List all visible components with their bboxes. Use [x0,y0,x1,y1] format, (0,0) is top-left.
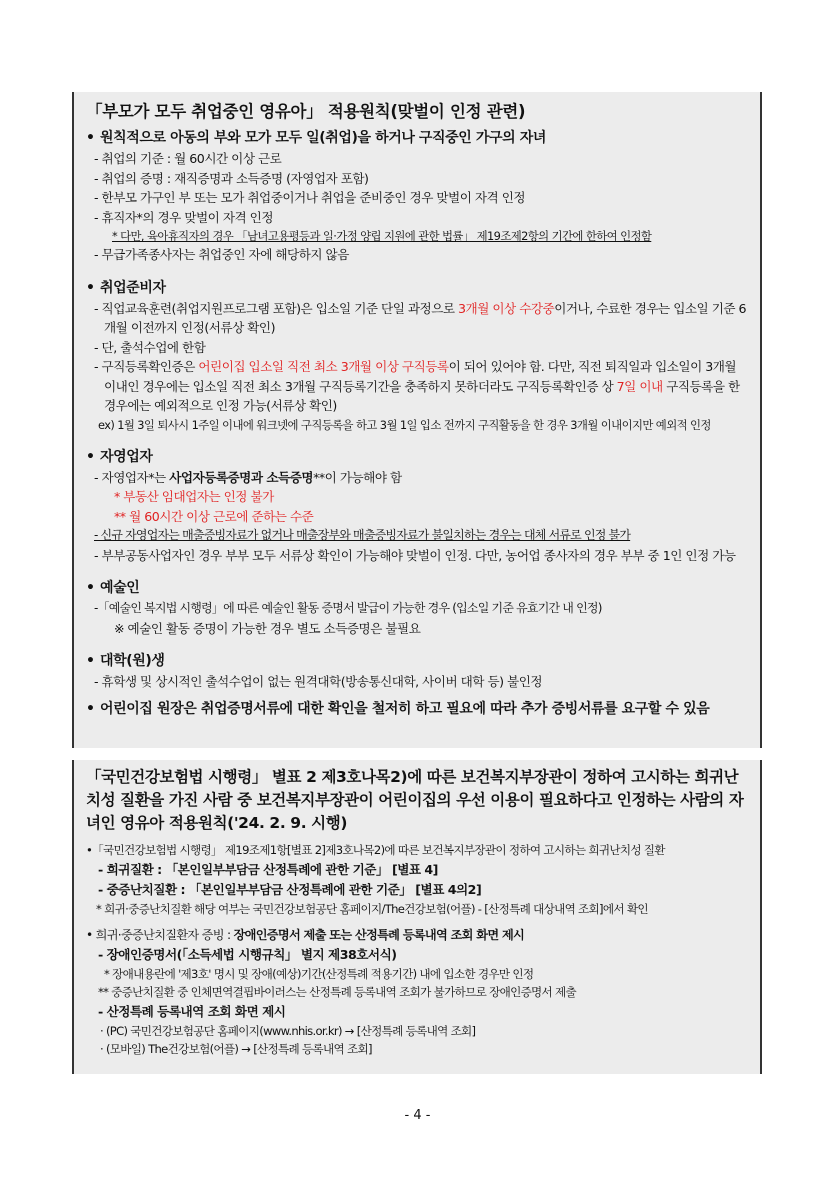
list-item: - 자영업자*는 사업자등록증명과 소득증명**이 가능해야 함 [94,469,402,485]
bullet-heading-artist: • 예술인 [86,580,140,596]
application-principles-box [72,92,762,748]
list-item: - 휴직자*의 경우 맞벌이 자격 인정 [94,209,274,225]
list-item: •「국민건강보험법 시행령」 제19조제1항[별표 2]제3호나목2)에 따른 보건복지부장관이 정하여 고시하는 희귀난치성 질환 [86,843,665,857]
list-item: - 신규 자영업자는 매출증빙자료가 없거나 매출장부와 매출증빙자료가 불일치하는 경우는 대체 서류로 인정 불가 [94,528,631,542]
highlight-text: 7일 이내 [616,378,663,394]
bullet-heading-principle: • 원칙적으로 아동의 부와 모가 모두 일(취업)을 하거나 구직중인 가구의 자녀 [86,130,546,146]
emphasis-text: 사업자등록증명과 소득증명 [169,469,314,485]
list-item: - 휴학생 및 상시적인 출석수업이 없는 원격대학(방송통신대학, 사이버 대학 등) 불인정 [94,674,543,689]
bullet-heading-job-prep: • 취업준비자 [86,279,166,296]
section-title: 「부모가 모두 취업중인 영유아」 적용원칙(맞벌이 인정 관련) [86,102,526,121]
list-item: - 한부모 가구인 부 또는 모가 취업중이거나 취업을 준비중인 경우 맞벌이 자격 인정 [94,190,526,205]
page-number: - 4 - [404,1108,431,1123]
footnote: * 다만, 육아휴직자의 경우 「남녀고용평등과 일·가정 양립 지원에 관한 법률」 제19조제2항의 기간에 한하여 인정함 [112,229,652,243]
list-item: - 중증난치질환 : 「본인일부부담금 산정특례에 관한 기준」 [별표 4의2] [98,881,482,897]
list-item: - 희귀질환 : 「본인일부부담금 산정특례에 관한 기준」 [별표 4] [98,861,438,877]
bullet-heading-self-employed: • 자영업자 [86,448,153,465]
list-item: - 직업교육훈련(취업지원프로그램 포함)은 입소일 기준 단일 과정으로 3개월 이상 수강중이거나, 수료한 경우는 입소일 기준 6개월 이전까지 인정(서류상 확인) [94,300,747,335]
footnote: * 장애내용란에 '제3호' 명시 및 장애(예상)기간(산정특례 적용기간) 내에 입소한 경우만 인정 [104,966,534,981]
footnote-red: * 부동산 임대업자는 인정 불가 [114,489,274,504]
list-item: - 산정특례 등록내역 조회 화면 제시 [98,1003,286,1019]
footnote: ** 중증난치질환 중 인체면역결핍바이러스는 산정특례 등록내역 조회가 불가하므로 장애인증명서 제출 [98,985,577,999]
list-item: - 단, 출석수업에 한함 [94,339,206,355]
emphasis-text: 장애인증명서 제출 또는 산정특례 등록내역 조회 화면 제시 [233,928,525,942]
bullet-heading-director: • 어린이집 원장은 취업증명서류에 대한 확인을 철저히 하고 필요에 따라 추가 증빙서류를 요구할 수 있음 [86,700,710,717]
list-item: · (PC) 국민건강보험공단 홈페이지(www.nhis.or.kr) → [산정특례 등록내역 조회] [100,1023,476,1038]
footnote: * 희귀·중증난치질환 해당 여부는 국민건강보험공단 홈페이지/The건강보험(어플) - [산정특례 대상내역 조회]에서 확인 [96,901,648,916]
section-title: 「국민건강보험법 시행령」 별표 2 제3호나목2)에 따른 보건복지부장관이 정하여 고시하는 희귀난치성 질환을 가진 사람 중 보건복지부장관이 어린이집의 우선 이용이 필요하다고 인정하는 사람의 자녀인 영유아 적용원칙('24. 2. 9. 시행) [86,768,744,832]
list-item: - 구직등록확인증은 어린이집 입소일 직전 최소 3개월 이상 구직등록이 되어 있어야 함. 다만, 직전 퇴직일과 입소일이 3개월 이내인 경우에는 입소일 직전 최소 3개월 구직등록기간을 충족하지 못하더라도 구직등록확인증 상 7일 이내 구직등록을 한 경우에는 예외적으로 인정 가능(서류상 확인) [94,359,740,413]
list-item: - 무급가족종사자는 취업중인 자에 해당하지 않음 [94,247,349,262]
rare-disease-box [72,760,762,1074]
bullet-heading-university: • 대학(원)생 [86,653,165,669]
footnote-red: ** 월 60시간 이상 근로에 준하는 수준 [114,508,314,524]
list-item: -「예술인 복지법 시행령」에 따른 예술인 활동 증명서 발급이 가능한 경우 (입소일 기준 유효기간 내 인정) [94,601,602,615]
highlight-text: 3개월 이상 수강중 [458,300,555,316]
list-item: · (모바일) The건강보험(어플) → [산정특례 등록내역 조회] [100,1042,372,1056]
list-item: - 취업의 기준 : 월 60시간 이상 근로 [94,151,282,166]
list-item: - 부부공동사업자인 경우 부부 모두 서류상 확인이 가능해야 맞벌이 인정. 다만, 농어업 종사자의 경우 부부 중 1인 인정 가능 [94,547,736,563]
list-item: - 장애인증명서(「소득세법 시행규칙」 별지 제38호서식) [98,946,397,962]
highlight-text: 어린이집 입소일 직전 최소 3개월 이상 구직등록 [198,359,449,374]
example-note: ex) 1월 3일 퇴사시 1주일 이내에 워크넷에 구직등록을 하고 3월 1일 입소 전까지 구직활동을 한 경우 3개월 이내이지만 예외적 인정 [98,417,711,432]
note: ※ 예술인 활동 증명이 가능한 경우 별도 소득증명은 불필요 [114,620,421,636]
list-item: - 취업의 증명 : 재직증명과 소득증명 (자영업자 포함) [94,170,369,186]
list-item: • 희귀·중증난치질환자 증빙 : 장애인증명서 제출 또는 산정특례 등록내역 조회 화면 제시 [86,928,525,942]
